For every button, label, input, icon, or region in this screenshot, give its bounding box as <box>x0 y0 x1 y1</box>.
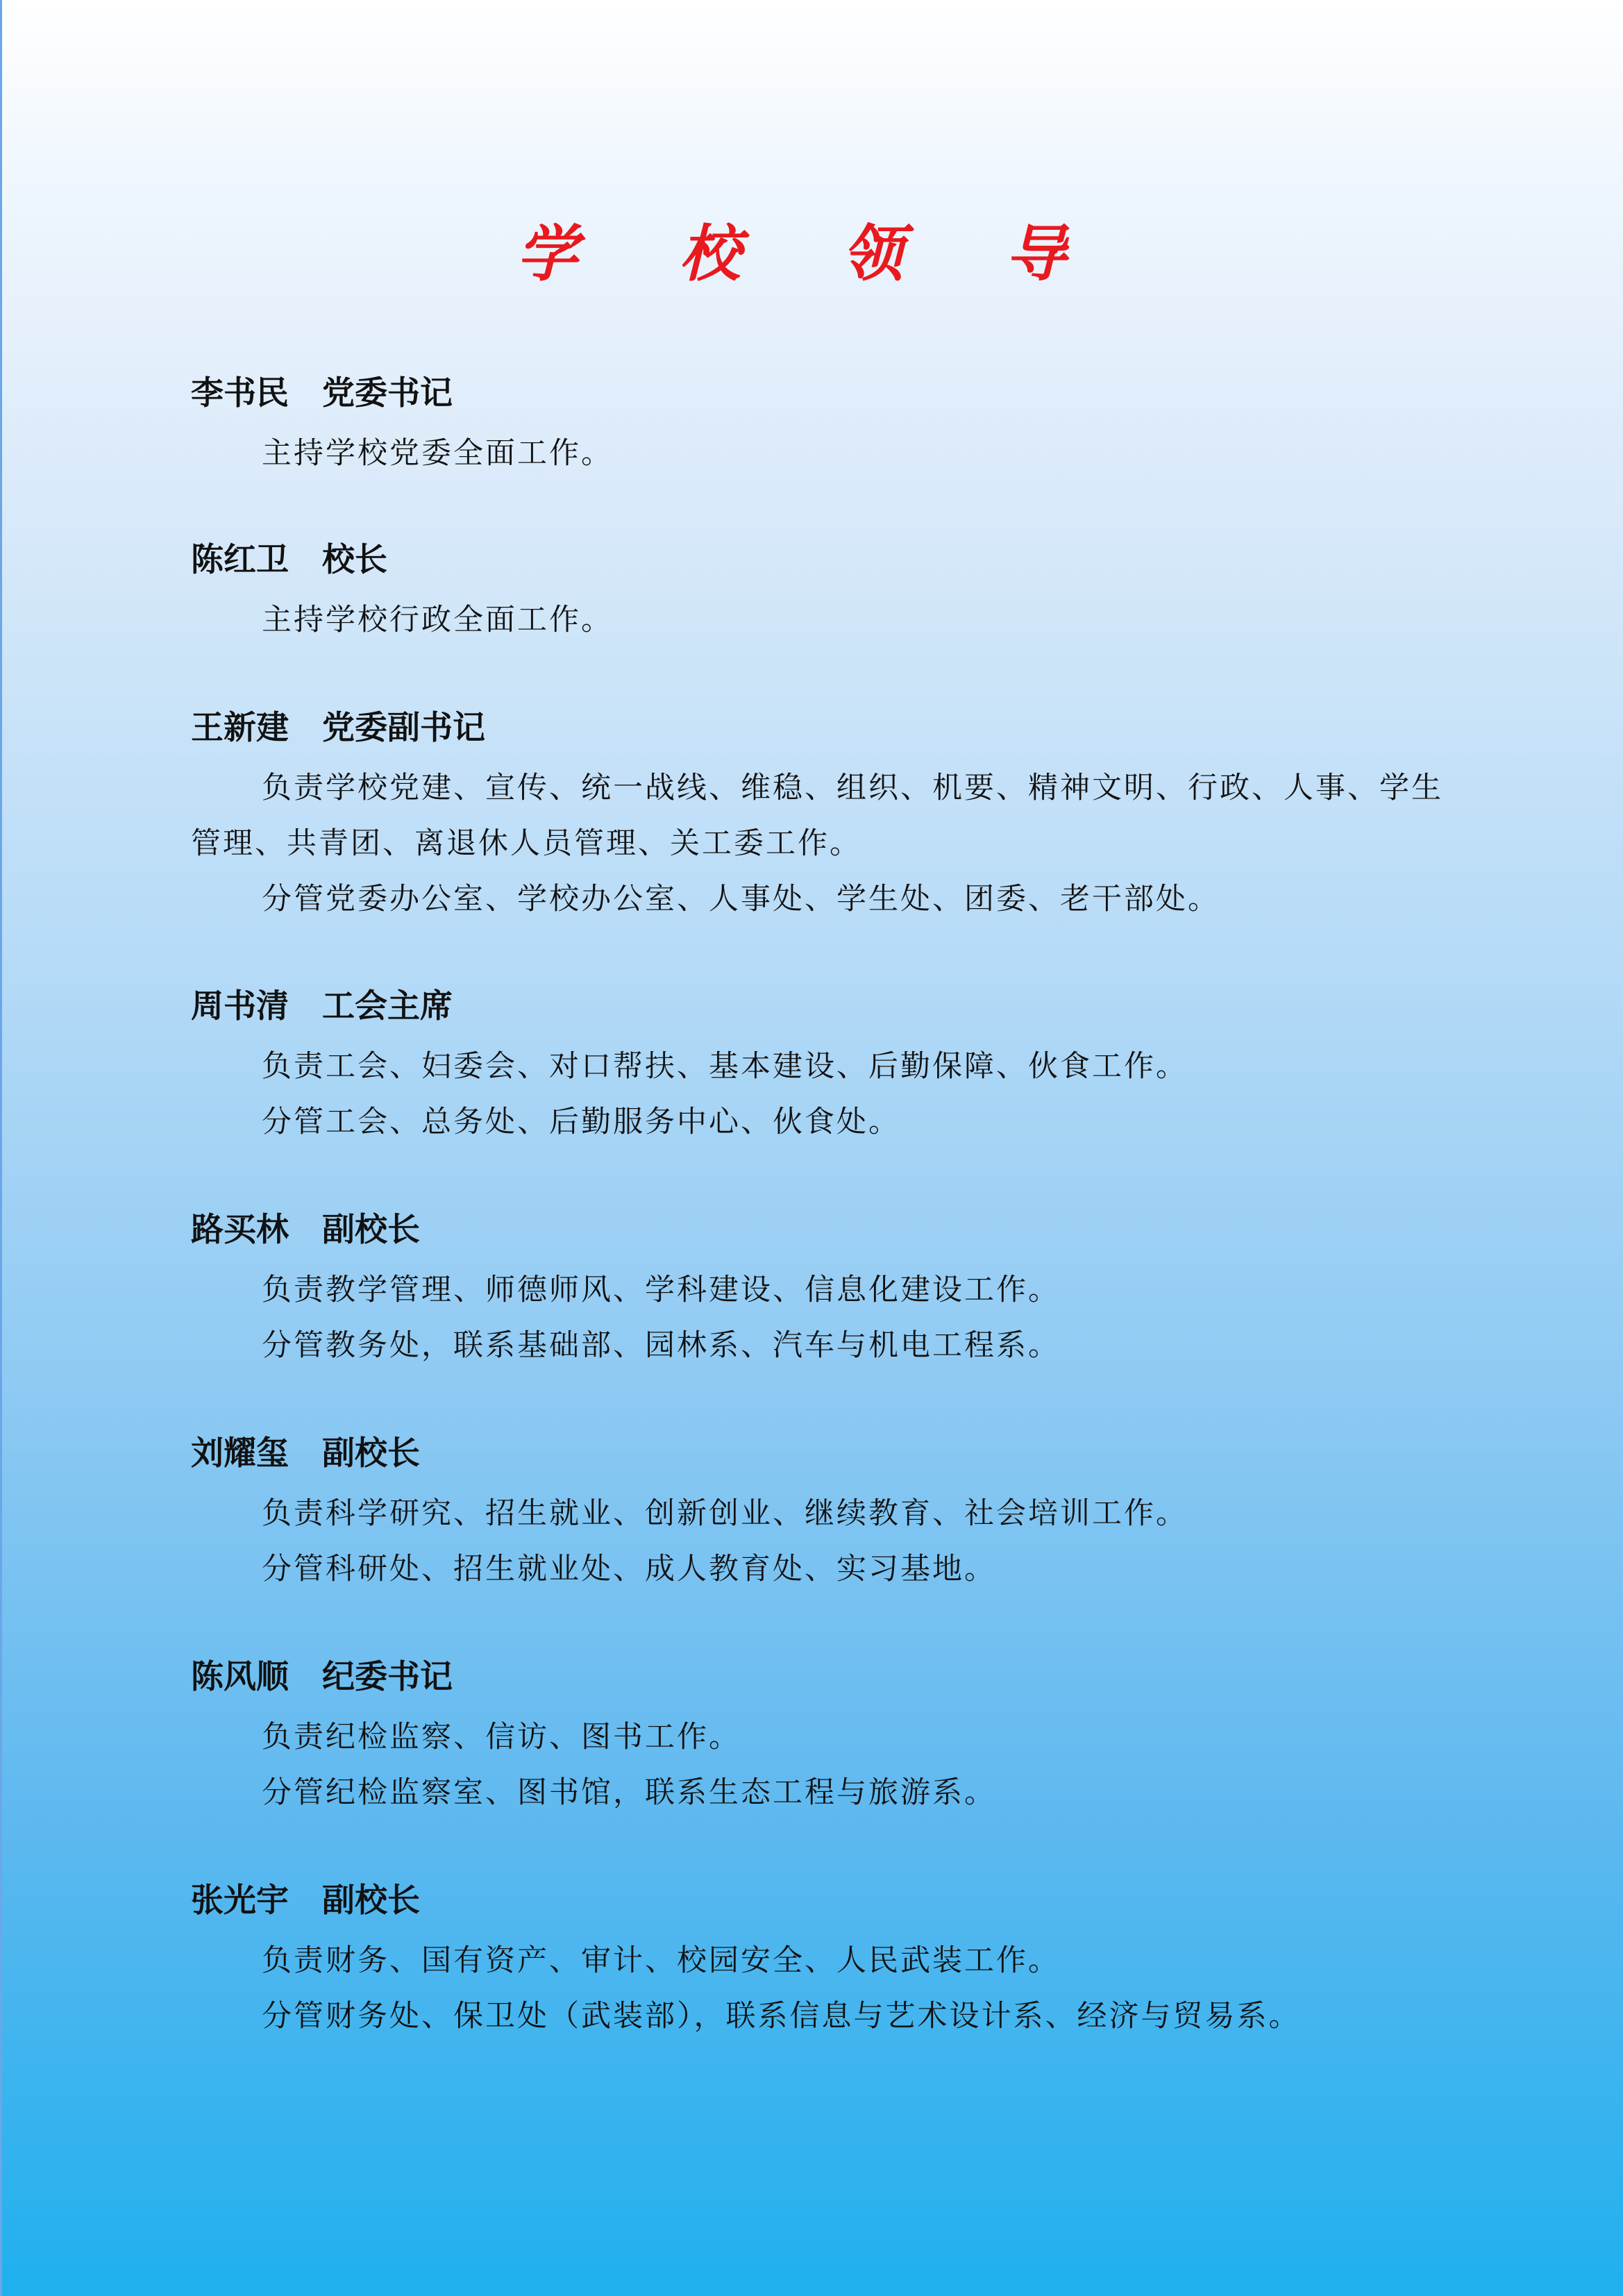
leader-role: 副校长 <box>322 1212 420 1248</box>
leader-entry <box>191 538 1454 648</box>
leader-duty: 主持学校党委全面工作。 <box>262 436 613 471</box>
leader-name: 路买林 <box>191 1212 289 1248</box>
leader-heading <box>191 1879 1454 1923</box>
leader-role: 副校长 <box>322 1883 420 1919</box>
leader-duty: 负责科学研究、招生就业、创新创业、继续教育、社会培训工作。 <box>262 1496 1188 1531</box>
leader-duty: 分管科研处、招生就业处、成人教育处、实习基地。 <box>262 1552 996 1586</box>
leader-entry <box>191 1208 1454 1373</box>
leader-entry <box>191 984 1454 1150</box>
leader-duty: 分管党委办公室、学校办公室、人事处、学生处、团委、老干部处。 <box>262 882 1220 916</box>
leader-duty: 分管财务处、保卫处（武装部），联系信息与艺术设计系、经济与贸易系。 <box>262 1999 1301 2034</box>
leader-name: 张光宇 <box>191 1883 289 1919</box>
leader-duty: 负责学校党建、宣传、统一战线、维稳、组织、机要、精神文明、行政、人事、学生管理、共青团、离退休人员管理、关工委工作。 <box>191 771 1443 861</box>
page-title: 学 校 领 导 <box>516 217 1107 290</box>
leader-role: 工会主席 <box>322 989 453 1025</box>
leader-role: 校长 <box>322 542 387 578</box>
leader-heading <box>191 1432 1454 1476</box>
leader-name: 陈风顺 <box>191 1659 289 1695</box>
leader-role: 党委副书记 <box>322 710 485 746</box>
leader-entry <box>191 1879 1454 2044</box>
leader-heading <box>191 1655 1454 1700</box>
leader-duty: 负责工会、妇委会、对口帮扶、基本建设、后勤保障、伙食工作。 <box>262 1049 1188 1084</box>
leader-heading <box>191 1208 1454 1252</box>
leader-entry <box>191 706 1454 927</box>
leader-heading <box>191 984 1454 1029</box>
leader-duty: 分管教务处，联系基础部、园林系、汽车与机电工程系。 <box>262 1328 1060 1363</box>
leader-name: 陈红卫 <box>191 542 289 578</box>
leader-role: 纪委书记 <box>322 1659 453 1695</box>
leader-role: 副校长 <box>322 1436 420 1472</box>
leader-duty: 负责教学管理、师德师风、学科建设、信息化建设工作。 <box>262 1273 1060 1307</box>
leader-entry <box>191 371 1454 481</box>
leader-heading <box>191 538 1454 583</box>
leader-heading <box>191 706 1454 751</box>
leader-name: 刘耀玺 <box>191 1436 289 1472</box>
leader-heading <box>191 371 1454 416</box>
leader-duty: 主持学校行政全面工作。 <box>262 603 613 637</box>
leader-duty: 负责纪检监察、信访、图书工作。 <box>262 1720 741 1754</box>
leader-name: 李书民 <box>191 376 289 412</box>
leader-role: 党委书记 <box>322 376 453 412</box>
leader-name: 周书清 <box>191 989 289 1025</box>
leader-name: 王新建 <box>191 710 289 746</box>
leader-duty: 负责财务、国有资产、审计、校园安全、人民武装工作。 <box>262 1943 1060 1978</box>
leader-duty: 分管工会、总务处、后勤服务中心、伙食处。 <box>262 1105 900 1139</box>
leader-duty: 分管纪检监察室、图书馆，联系生态工程与旅游系。 <box>262 1775 996 1810</box>
leader-entry <box>191 1432 1454 1597</box>
leader-entry <box>191 1655 1454 1820</box>
